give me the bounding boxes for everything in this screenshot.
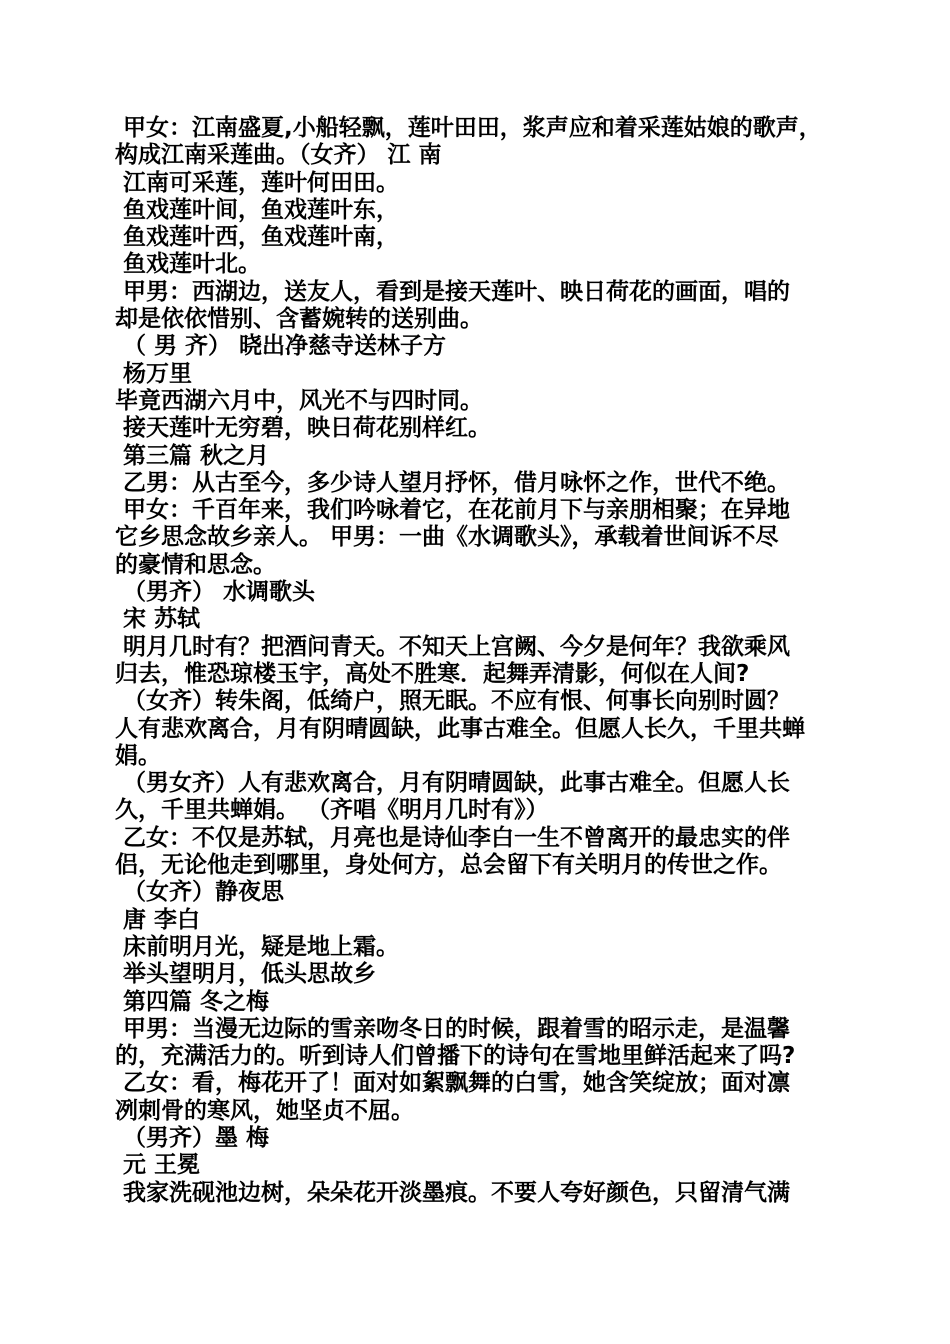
text-line: 杨万里 (115, 360, 193, 387)
text-line: 第三篇 秋之月 (115, 442, 270, 469)
poem-script-text (115, 115, 845, 1207)
text-line: （男齐）墨 梅 (115, 1124, 270, 1151)
text-line: （ 男 齐） 晓出净慈寺送林子方 (115, 333, 447, 360)
text-line: （女齐）静夜思 (115, 879, 285, 906)
text-line: 娟。 (115, 742, 161, 769)
text-line: （女齐）转朱阁，低绮户，照无眠。不应有恨、何事长向别时圆？ (115, 688, 791, 715)
text-line: 的，充满活力的。听到诗人们曾播下的诗句在雪地里鲜活起来了吗? (115, 1043, 796, 1070)
text-line: 接天莲叶无穷碧，映日荷花别样红。 (115, 415, 492, 442)
text-line: 它乡思念故乡亲人。 甲男：一曲《水调歌头》，承载着世间诉不尽 (115, 524, 779, 551)
text-line: 举头望明月，低头思故乡 (115, 961, 377, 988)
text-line: 乙女：看，梅花开了！面对如絮飘舞的白雪，她含笑绽放；面对凛 (115, 1070, 791, 1097)
text-line: 唐 李白 (115, 906, 201, 933)
text-line: 的豪情和思念。 (115, 551, 276, 578)
text-line: 床前明月光，疑是地上霜。 (115, 933, 400, 960)
text-line: 鱼戏莲叶间，鱼戏莲叶东， (115, 196, 400, 223)
text-line: 侣，无论他走到哪里，身处何方，总会留下有关明月的传世之作。 (115, 852, 782, 879)
text-line: 冽刺骨的寒风，她坚贞不屈。 (115, 1097, 414, 1124)
text-line: 宋 苏轼 (115, 606, 201, 633)
text-line: 久，千里共蝉娟。 （齐唱《明月几时有》） (115, 797, 549, 824)
text-line: （男齐） 水调歌头 (115, 579, 316, 606)
text-line: 却是依依惜别、含蓄婉转的送别曲。 (115, 306, 483, 333)
text-line: 江南可采莲，莲叶何田田。 (115, 169, 400, 196)
text-line: 明月几时有？把酒问青天。不知天上宫阙、今夕是何年？我欲乘风 (115, 633, 791, 660)
text-line: 鱼戏莲叶西，鱼戏莲叶南， (115, 224, 400, 251)
text-line: 人有悲欢离合，月有阴晴圆缺，此事古难全。但愿人长久，千里共蝉 (115, 715, 805, 742)
text-line: 第四篇 冬之梅 (115, 988, 270, 1015)
text-line: 甲男：西湖边，送友人，看到是接天莲叶、映日荷花的画面，唱的 (115, 278, 791, 305)
text-line: 鱼戏莲叶北。 (115, 251, 262, 278)
text-line: 甲女：江南盛夏,小船轻飘，莲叶田田，浆声应和着采莲姑娘的歌声， (115, 115, 822, 141)
text-line: 毕竟西湖六月中，风光不与四时同。 (115, 387, 483, 414)
text-line: 元 王冕 (115, 1152, 201, 1179)
text-line: （男女齐）人有悲欢离合，月有阴晴圆缺，此事古难全。但愿人长 (115, 770, 791, 797)
text-line: 甲女：千百年来，我们吟咏着它，在花前月下与亲朋相聚；在异地 (115, 497, 791, 524)
text-line: 甲男：当漫无边际的雪亲吻冬日的时候，跟着雪的昭示走，是温馨 (115, 1015, 791, 1042)
text-line: 乙女：不仅是苏轼，月亮也是诗仙李白一生不曾离开的最忠实的伴 (115, 824, 791, 851)
text-line: 构成江南采莲曲。（女齐） 江 南 (115, 142, 442, 169)
text-line: 乙男：从古至今，多少诗人望月抒怀，借月咏怀之作，世代不绝。 (115, 469, 791, 496)
text-line: 我家洗砚池边树，朵朵花开淡墨痕。不要人夸好颜色，只留清气满 (115, 1179, 791, 1206)
text-line: 归去，惟恐琼楼玉宇，高处不胜寒．起舞弄清影，何似在人间? (115, 660, 750, 687)
